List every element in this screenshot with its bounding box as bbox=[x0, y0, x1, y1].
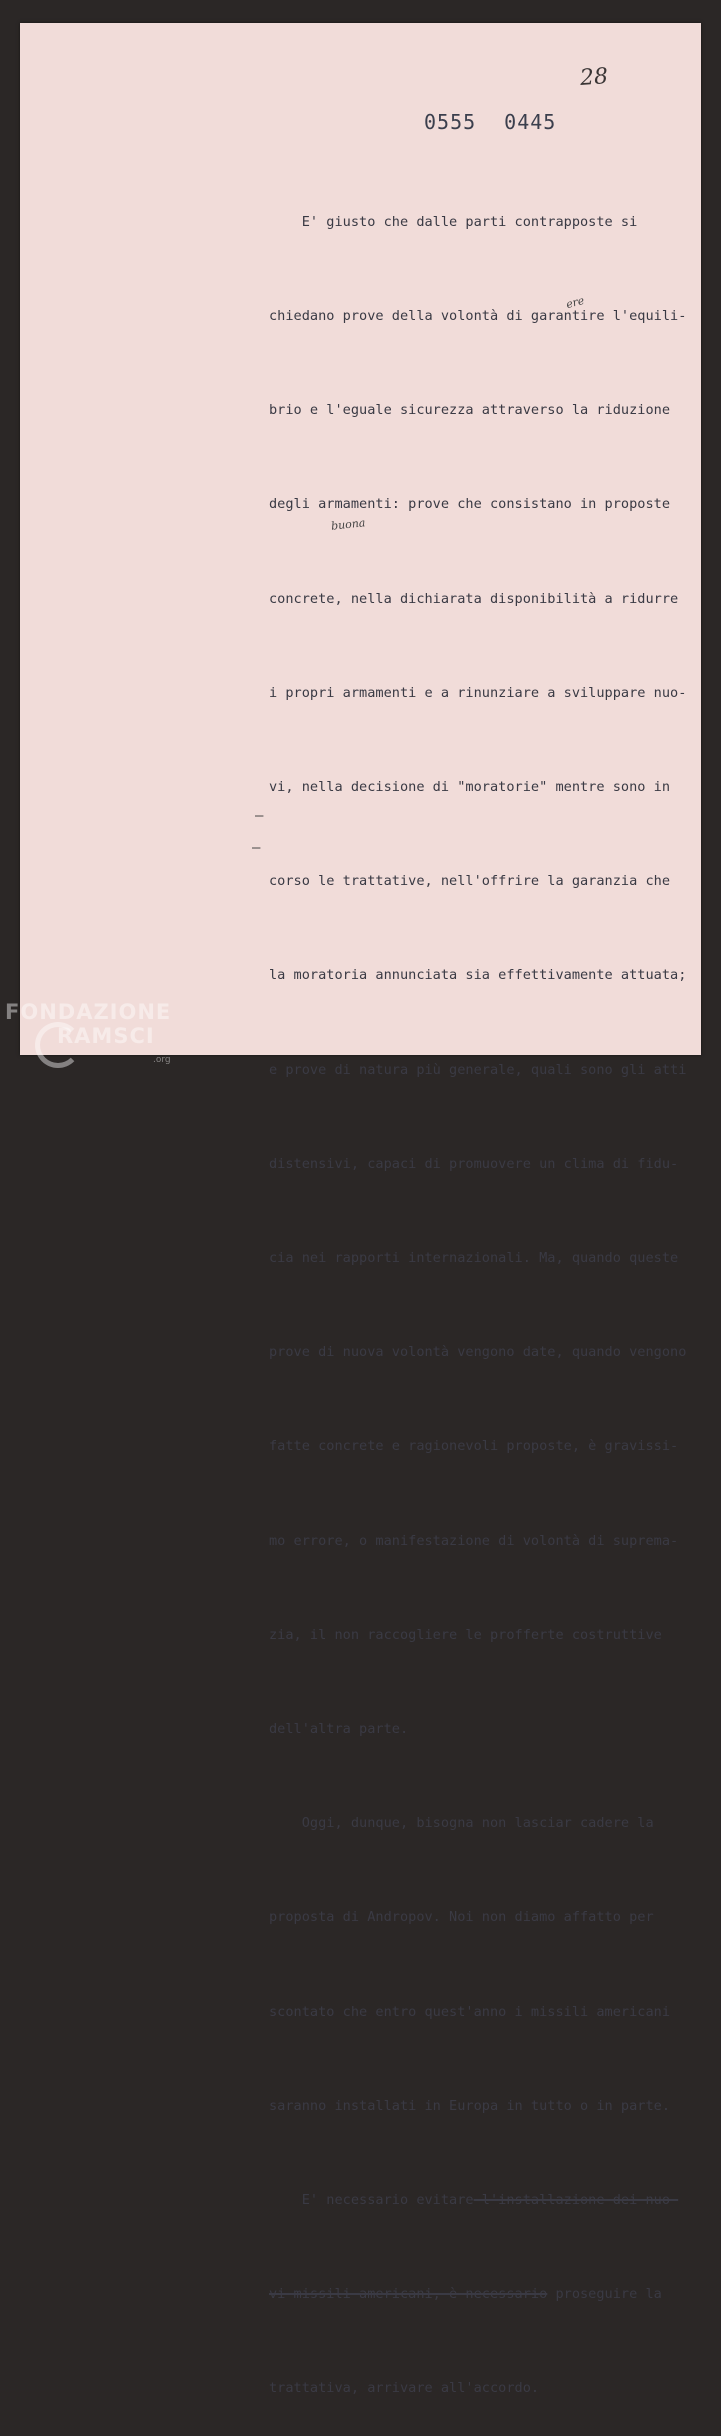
text-line: E' giusto che dalle parti contrapposte si bbox=[269, 213, 638, 230]
handwritten-correction-buona: buona bbox=[330, 516, 366, 533]
text-line: zia, il non raccogliere le profferte costruttive bbox=[269, 1626, 662, 1643]
text-line: degli armamenti: prove che consistano in proposte bbox=[269, 496, 671, 513]
text-line-struck bbox=[269, 2185, 679, 2216]
struck-line-end: proseguire la bbox=[547, 2286, 662, 2303]
watermark-line-1: FONDAZIONE bbox=[5, 1000, 172, 1024]
archive-code bbox=[424, 110, 584, 134]
text-line-struck bbox=[269, 2279, 662, 2310]
body-text bbox=[269, 144, 687, 2436]
text-line: cia nei rapporti internazionali. Ma, quando queste bbox=[269, 1250, 679, 1267]
struck-line-start: E' necessario evitare bbox=[269, 2192, 474, 2209]
text-line: fatte concrete e ragionevoli proposte, è gravissi- bbox=[269, 1438, 679, 1455]
watermark-suffix: .org bbox=[153, 1055, 171, 1065]
text-line: distensivi, capaci di promuovere un clima di fidu- bbox=[269, 1155, 679, 1172]
text-line: corso le trattative, nell'offrire la garanzia che bbox=[269, 873, 671, 890]
text-line: chiedano prove della volontà di garantire l'equili- bbox=[269, 308, 687, 325]
text-line: vi, nella decisione di "moratorie" mentre sono in bbox=[269, 779, 671, 796]
struck-text: l'installazione dei nuo- bbox=[473, 2192, 679, 2209]
page-number: 28 bbox=[579, 64, 609, 91]
text-line: saranno installati in Europa in tutto o in parte. bbox=[269, 2097, 671, 2114]
text-line: trattativa, arrivare all'accordo. bbox=[269, 2380, 540, 2397]
text-line: Oggi, dunque, bisogna non lasciar cadere la bbox=[269, 1815, 654, 1832]
margin-mark: – bbox=[255, 808, 264, 824]
text-line: proposta di Andropov. Noi non diamo affatto per bbox=[269, 1909, 654, 1926]
text-line: scontato che entro quest'anno i missili americani bbox=[269, 2003, 671, 2020]
archive-code-part-2: 0445 bbox=[504, 110, 557, 134]
text-line: brio e l'eguale sicurezza attraverso la riduzione bbox=[269, 402, 671, 419]
margin-mark: – bbox=[252, 840, 261, 856]
text-line: prove di nuova volontà vengono date, quando vengono bbox=[269, 1344, 687, 1361]
text-line: i propri armamenti e a rinunziare a sviluppare nuo- bbox=[269, 684, 687, 701]
text-line: e prove di natura più generale, quali sono gli atti bbox=[269, 1061, 687, 1078]
text-line: la moratoria annunciata sia effettivamente attuata; bbox=[269, 967, 687, 984]
watermark-logo bbox=[5, 1000, 172, 1065]
text-line: dell'altra parte. bbox=[269, 1721, 409, 1738]
archive-code-part-1: 0555 bbox=[424, 110, 477, 134]
watermark-g-icon bbox=[35, 1022, 81, 1068]
text-line: concrete, nella dichiarata disponibilità a ridurre bbox=[269, 590, 679, 607]
text-line: mo errore, o manifestazione di volontà di suprema- bbox=[269, 1532, 679, 1549]
handwritten-correction-ere: ere bbox=[564, 293, 586, 312]
struck-text: vi missili americani, è necessario bbox=[269, 2286, 548, 2303]
watermark-line-2: RAMSCI bbox=[57, 1024, 155, 1048]
